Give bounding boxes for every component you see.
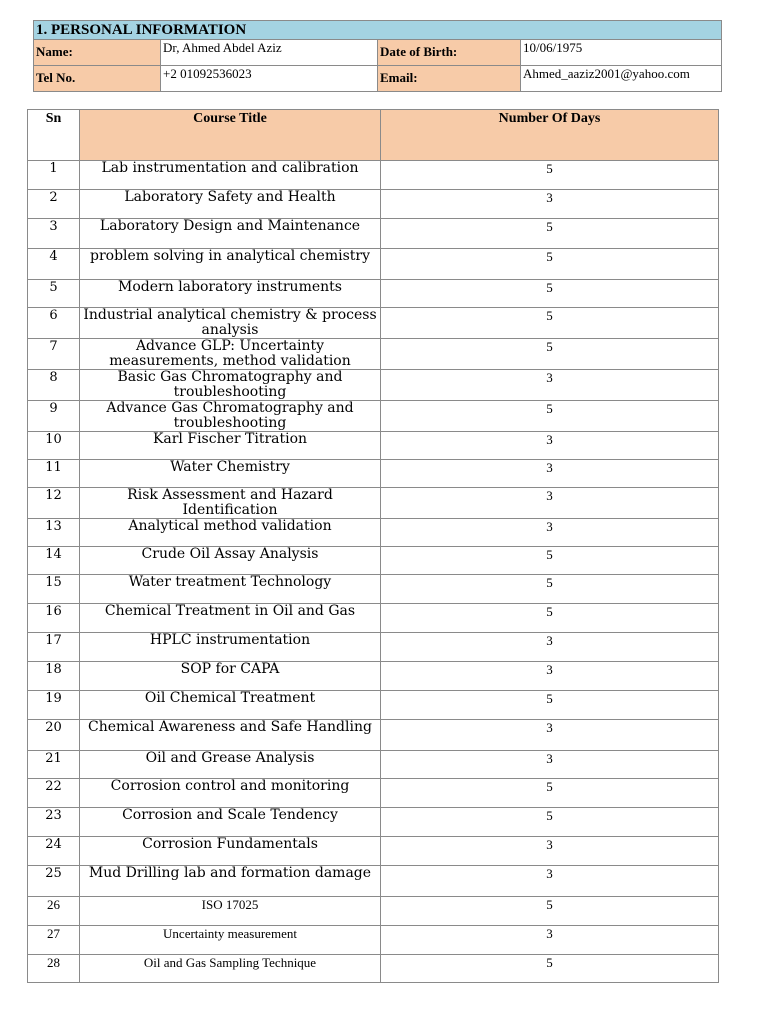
table-row: [28, 308, 719, 339]
table-row: [28, 575, 719, 604]
course-title: Analytical method validation: [80, 519, 381, 547]
course-title: Laboratory Design and Maintenance: [80, 219, 381, 249]
course-rows: [28, 161, 719, 983]
table-row: [28, 249, 719, 280]
table-row: [28, 161, 719, 190]
course-title: Industrial analytical chemistry & process analysis: [80, 308, 381, 339]
courses-table: [27, 109, 719, 983]
course-sn: 6: [28, 308, 80, 339]
course-days: 3: [381, 370, 719, 401]
course-title: Advance Gas Chromatography and troubleshooting: [80, 401, 381, 432]
course-days: 5: [381, 897, 719, 926]
course-title: Chemical Awareness and Safe Handling: [80, 720, 381, 751]
course-sn: 18: [28, 662, 80, 691]
course-sn: 15: [28, 575, 80, 604]
table-row: [28, 662, 719, 691]
name-value: Dr, Ahmed Abdel Aziz: [161, 40, 378, 66]
course-days: 5: [381, 249, 719, 280]
course-sn: 5: [28, 280, 80, 308]
table-row: [28, 955, 719, 983]
table-row: [28, 401, 719, 432]
table-row: [28, 519, 719, 547]
course-days: 3: [381, 837, 719, 866]
course-sn: 24: [28, 837, 80, 866]
tel-value: +2 01092536023: [161, 66, 378, 92]
header-sn: Sn: [28, 110, 80, 161]
course-days: 5: [381, 808, 719, 837]
table-row: [28, 604, 719, 633]
personal-information-table: [33, 20, 722, 92]
course-title: Water Chemistry: [80, 460, 381, 488]
dob-value: 10/06/1975: [521, 40, 722, 66]
header-course-title: Course Title: [80, 110, 381, 161]
course-days: 3: [381, 662, 719, 691]
table-row: [28, 751, 719, 779]
course-sn: 3: [28, 219, 80, 249]
table-row: [28, 926, 719, 955]
course-days: 5: [381, 575, 719, 604]
table-row: [28, 779, 719, 808]
course-title: Basic Gas Chromatography and troubleshooting: [80, 370, 381, 401]
course-sn: 12: [28, 488, 80, 519]
course-sn: 20: [28, 720, 80, 751]
table-row: [28, 219, 719, 249]
course-days: 5: [381, 308, 719, 339]
table-row: [28, 460, 719, 488]
course-sn: 9: [28, 401, 80, 432]
table-row: [28, 547, 719, 575]
course-days: 5: [381, 604, 719, 633]
course-days: 3: [381, 488, 719, 519]
course-days: 5: [381, 219, 719, 249]
course-days: 3: [381, 926, 719, 955]
course-sn: 22: [28, 779, 80, 808]
course-title: HPLC instrumentation: [80, 633, 381, 662]
course-title: Mud Drilling lab and formation damage: [80, 866, 381, 897]
course-days: 5: [381, 547, 719, 575]
course-title: Lab instrumentation and calibration: [80, 161, 381, 190]
course-sn: 27: [28, 926, 80, 955]
course-title: Water treatment Technology: [80, 575, 381, 604]
course-sn: 16: [28, 604, 80, 633]
table-row: [28, 339, 719, 370]
tel-label: Tel No.: [34, 66, 161, 92]
course-title: Advance GLP: Uncertainty measurements, method validation: [80, 339, 381, 370]
header-number-of-days: Number Of Days: [381, 110, 719, 161]
course-title: Risk Assessment and Hazard Identification: [80, 488, 381, 519]
course-title: Crude Oil Assay Analysis: [80, 547, 381, 575]
course-title: Karl Fischer Titration: [80, 432, 381, 460]
table-row: [28, 280, 719, 308]
course-sn: 10: [28, 432, 80, 460]
section-title: 1. PERSONAL INFORMATION: [34, 21, 722, 40]
name-label: Name:: [34, 40, 161, 66]
table-row: [28, 488, 719, 519]
table-row: [28, 691, 719, 720]
course-sn: 17: [28, 633, 80, 662]
course-title: SOP for CAPA: [80, 662, 381, 691]
table-row: [28, 837, 719, 866]
course-days: 3: [381, 432, 719, 460]
course-days: 5: [381, 955, 719, 983]
table-row: [28, 866, 719, 897]
course-sn: 13: [28, 519, 80, 547]
course-sn: 23: [28, 808, 80, 837]
course-sn: 2: [28, 190, 80, 219]
course-title: ISO 17025: [80, 897, 381, 926]
course-days: 3: [381, 633, 719, 662]
course-days: 3: [381, 460, 719, 488]
course-sn: 28: [28, 955, 80, 983]
email-value: Ahmed_aaziz2001@yahoo.com: [521, 66, 722, 92]
table-row: [28, 633, 719, 662]
course-days: 3: [381, 519, 719, 547]
course-title: Oil and Grease Analysis: [80, 751, 381, 779]
course-title: Corrosion Fundamentals: [80, 837, 381, 866]
dob-label: Date of Birth:: [378, 40, 521, 66]
table-row: [28, 190, 719, 219]
table-row: [28, 432, 719, 460]
course-sn: 7: [28, 339, 80, 370]
course-days: 3: [381, 190, 719, 219]
course-sn: 26: [28, 897, 80, 926]
course-sn: 21: [28, 751, 80, 779]
email-label: Email:: [378, 66, 521, 92]
course-sn: 8: [28, 370, 80, 401]
course-sn: 14: [28, 547, 80, 575]
course-days: 5: [381, 339, 719, 370]
course-title: Oil and Gas Sampling Technique: [80, 955, 381, 983]
course-sn: 1: [28, 161, 80, 190]
course-days: 5: [381, 280, 719, 308]
table-row: [28, 720, 719, 751]
course-days: 3: [381, 720, 719, 751]
course-sn: 19: [28, 691, 80, 720]
course-days: 3: [381, 866, 719, 897]
course-title: Oil Chemical Treatment: [80, 691, 381, 720]
course-days: 5: [381, 779, 719, 808]
table-row: [28, 370, 719, 401]
course-sn: 11: [28, 460, 80, 488]
table-row: [28, 808, 719, 837]
course-days: 5: [381, 691, 719, 720]
course-sn: 25: [28, 866, 80, 897]
course-title: Corrosion control and monitoring: [80, 779, 381, 808]
course-title: Corrosion and Scale Tendency: [80, 808, 381, 837]
course-sn: 4: [28, 249, 80, 280]
course-title: Modern laboratory instruments: [80, 280, 381, 308]
course-title: Uncertainty measurement: [80, 926, 381, 955]
course-title: Laboratory Safety and Health: [80, 190, 381, 219]
course-days: 5: [381, 401, 719, 432]
course-title: Chemical Treatment in Oil and Gas: [80, 604, 381, 633]
course-title: problem solving in analytical chemistry: [80, 249, 381, 280]
table-row: [28, 897, 719, 926]
course-days: 5: [381, 161, 719, 190]
course-days: 3: [381, 751, 719, 779]
